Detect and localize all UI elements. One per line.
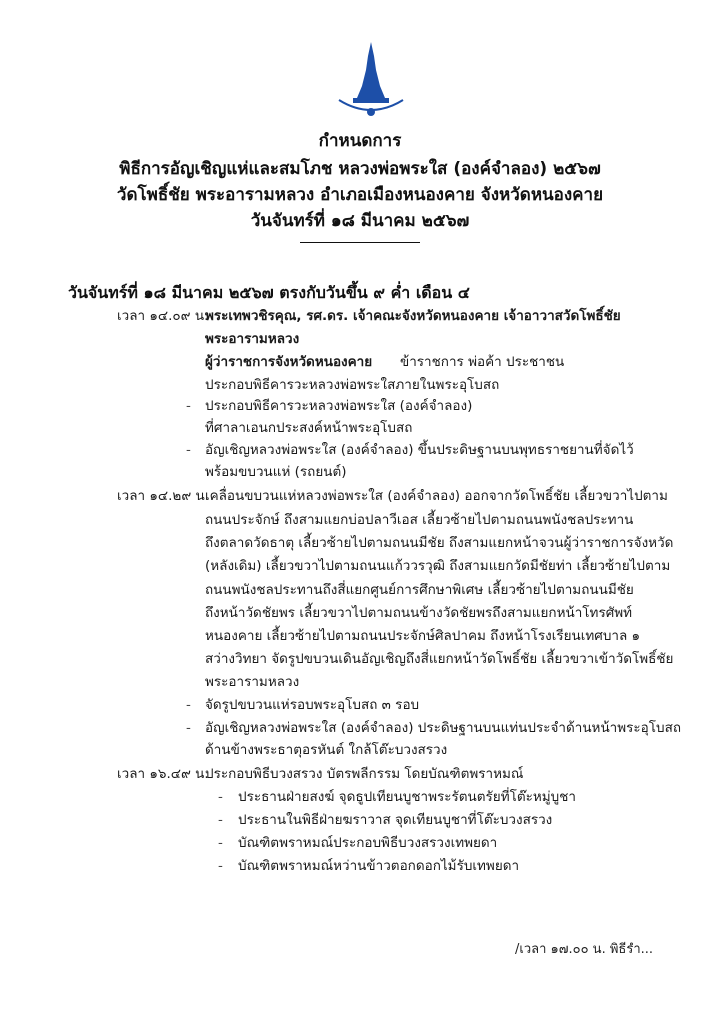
schedule-3-bullet-4: บัณฑิตพราหมณ์หว่านข้าวตอกดอกไม้รับเทพยดา [238,858,520,874]
schedule-2-line-3: ถึงตลาดวัดธาตุ เลี้ยวซ้ายไปตามถนนมีชัย ถึงสามแยกหน้าจวนผู้ว่าราชการจังหวัด [205,535,674,551]
bullet-dash: - [218,835,223,851]
ceremony-title: พิธีการอัญเชิญแห่และสมโภช หลวงพ่อพระใส (องค์จำลอง) ๒๕๖๗ [119,159,601,179]
bullet-dash: - [218,812,223,828]
schedule-2-line-4: (หลังเดิม) เลี้ยวขวาไปตามถนนแก้ววรวุฒิ ถึงสามแยกวัดมีชัยท่า เลี้ยวซ้ายไปตาม [205,558,671,574]
bullet-dash: - [186,697,191,713]
schedule-1-line-4: ประกอบพิธีคารวะหลวงพ่อพระใสภายในพระอุโบสถ [205,377,500,393]
bullet-dash: - [186,442,191,458]
schedule-1-line-1: พระเทพวชิรคุณ, รศ.ดร. เจ้าคณะจังหวัดหนองคาย เจ้าอาวาสวัดโพธิ์ชัย [205,308,621,324]
day-heading: วันจันทร์ที่ ๑๘ มีนาคม ๒๕๖๗ ตรงกับวันขึ้น ๙ ค่ำ เดือน ๔ [68,283,470,302]
schedule-2-bullet-2: อัญเชิญหลวงพ่อพระใส (องค์จำลอง) ประดิษฐานบนแท่นประจำด้านหน้าพระอุโบสถ [205,720,681,736]
schedule-time-2: เวลา ๑๔.๒๙ น. [117,488,210,504]
schedule-2-line-7: หนองคาย เลี้ยวซ้ายไปตามถนนประจักษ์ศิลปาคม ถึงหน้าโรงเรียนเทศบาล ๑ [205,628,641,644]
schedule-3-bullet-2: ประธานในพิธีฝ่ายฆราวาส จุดเทียนบูชาที่โต๊ะบวงสรวง [238,812,553,828]
schedule-3-bullet-1: ประธานฝ่ายสงฆ์ จุดธูปเทียนบูชาพระรัตนตรัยที่โต๊ะหมู่บูชา [238,789,576,805]
schedule-2-bullet-1: จัดรูปขบวนแห่รอบพระอุโบสถ ๓ รอบ [205,697,420,713]
schedule-3-line-1: ประกอบพิธีบวงสรวง บัตรพลีกรรม โดยบัณฑิตพราหมณ์ [205,766,524,782]
schedule-2-line-9: พระอารามหลวง [205,674,300,690]
schedule-1-line-3b: ข้าราชการ พ่อค้า ประชาชน [400,354,565,370]
schedule-time-3: เวลา ๑๖.๔๙ น. [117,766,209,782]
schedule-1-line-3: ผู้ว่าราชการจังหวัดหนองคาย [205,354,373,370]
bullet-dash: - [218,789,223,805]
bullet-dash: - [186,720,191,736]
temple-logo [331,38,411,118]
title-divider [300,242,420,243]
temple-location: วัดโพธิ์ชัย พระอารามหลวง อำเภอเมืองหนองคาย จังหวัดหนองคาย [116,185,604,205]
schedule-1-line-2: พระอารามหลวง [205,331,300,347]
schedule-3-bullet-3: บัณฑิตพราหมณ์ประกอบพิธีบวงสรวงเทพยดา [238,835,498,851]
schedule-2-line-1: เคลื่อนขบวนแห่หลวงพ่อพระใส (องค์จำลอง) ออกจากวัดโพธิ์ชัย เลี้ยวขวาไปตาม [205,488,668,504]
schedule-2-line-5: ถนนพนังชลประทานถึงสี่แยกศูนย์การศึกษาพิเศษ เลี้ยวซ้ายไปตามถนนมีชัย [205,582,634,598]
schedule-1-bullet-2: อัญเชิญหลวงพ่อพระใส (องค์จำลอง) ขึ้นประดิษฐานบนพุทธราชยานที่จัดไว้ [205,442,634,458]
ceremony-date: วันจันทร์ที่ ๑๘ มีนาคม ๒๕๖๗ [250,211,470,231]
schedule-1-bullet-1: ประกอบพิธีคารวะหลวงพ่อพระใส (องค์จำลอง) [205,398,473,414]
continuation-note: /เวลา ๑๗.๐๐ น. พิธีรำ... [515,942,654,957]
schedule-1-bullet-1-cont: ที่ศาลาเอนกประสงค์หน้าพระอุโบสถ [205,420,413,436]
schedule-2-line-6: ถึงหน้าวัดชัยพร เลี้ยวขวาไปตามถนนข้างวัดชัยพรถึงสามแยกหน้าโทรศัพท์ [205,605,633,621]
bullet-dash: - [218,858,223,874]
bullet-dash: - [186,398,191,414]
schedule-2-line-8: สว่างวิทยา จัดรูปขบวนเดินอัญเชิญถึงสี่แยกหน้าวัดโพธิ์ชัย เลี้ยวขวาเข้าวัดโพธิ์ชัย [205,651,674,667]
doc-title: กำหนดการ [318,131,402,151]
schedule-1-bullet-2-cont: พร้อมขบวนแห่ (รถยนต์) [205,464,347,480]
schedule-2-line-2: ถนนประจักษ์ ถึงสามแยกบ่อปลาวีเอส เลี้ยวซ้ายไปตามถนนพนังชลประทาน [205,512,634,528]
schedule-2-bullet-2-cont: ด้านข้างพระธาตุอรหันต์ ใกล้โต๊ะบวงสรวง [205,742,448,758]
schedule-time-1: เวลา ๑๔.๐๙ น. [117,308,209,324]
